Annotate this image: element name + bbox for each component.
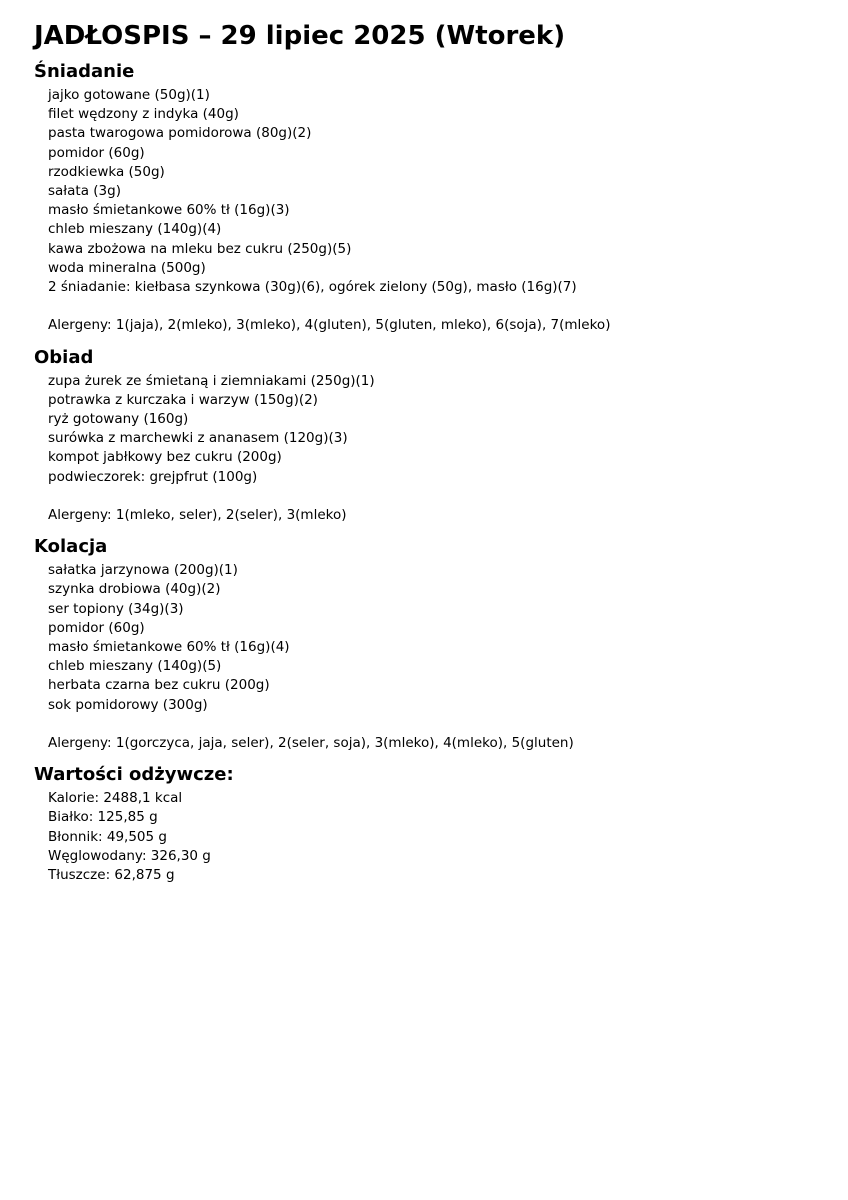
list-item: pasta twarogowa pomidorowa (80g)(2) (48, 125, 312, 142)
list-item: filet wędzony z indyka (40g) (48, 106, 239, 123)
list-item: potrawka z kurczaka i warzyw (150g)(2) (48, 391, 318, 408)
nutrition-fat: Tłuszcze: 62,875 g (48, 867, 175, 884)
list-item: sok pomidorowy (300g) (48, 696, 208, 713)
list-item: chleb mieszany (140g)(4) (48, 221, 222, 238)
list-item: pomidor (60g) (48, 619, 145, 636)
nutrition-protein: Białko: 125,85 g (48, 809, 158, 826)
section-heading-dinner: Kolacja (34, 536, 108, 558)
dinner-item-list (34, 561, 824, 715)
menu-document (34, 20, 824, 895)
list-item: masło śmietankowe 60% tł (16g)(3) (48, 202, 290, 219)
meal-section-lunch (34, 346, 824, 526)
list-item: ser topiony (34g)(3) (48, 600, 184, 617)
list-item: rzodkiewka (50g) (48, 163, 165, 180)
list-item: sałata (3g) (48, 183, 121, 200)
list-item: surówka z marchewki z ananasem (120g)(3) (48, 430, 348, 447)
nutrition-carbohydrates: Węglowodany: 326,30 g (48, 847, 211, 864)
list-item: zupa żurek ze śmietaną i ziemniakami (250g)(1) (48, 372, 375, 389)
section-heading-breakfast: Śniadanie (34, 61, 135, 82)
list-item: masło śmietankowe 60% tł (16g)(4) (48, 639, 290, 656)
list-item: pomidor (60g) (48, 144, 145, 161)
meal-section-breakfast (34, 60, 824, 336)
list-item: kawa zbożowa na mleku bez cukru (250g)(5) (48, 240, 352, 257)
list-item: herbata czarna bez cukru (200g) (48, 677, 270, 694)
allergens-breakfast: Alergeny: 1(jaja), 2(mleko), 3(mleko), 4(gluten), 5(gluten, mleko), 6(soja), 7(mleko) (48, 317, 611, 334)
lunch-item-list (34, 372, 824, 487)
section-heading-nutrition: Wartości odżywcze: (34, 764, 234, 786)
page-title: JADŁOSPIS – 29 lipiec 2025 (Wtorek) (34, 21, 566, 51)
section-heading-lunch: Obiad (34, 346, 94, 368)
meal-section-dinner (34, 535, 824, 753)
list-item: szynka drobiowa (40g)(2) (48, 581, 221, 598)
list-item: 2 śniadanie: kiełbasa szynkowa (30g)(6), ogórek zielony (50g), masło (16g)(7) (48, 279, 577, 296)
breakfast-item-list (34, 86, 824, 297)
nutrition-fiber: Błonnik: 49,505 g (48, 828, 167, 845)
allergens-lunch: Alergeny: 1(mleko, seler), 2(seler), 3(mleko) (48, 507, 347, 524)
list-item: chleb mieszany (140g)(5) (48, 658, 222, 675)
allergens-dinner: Alergeny: 1(gorczyca, jaja, seler), 2(seler, soja), 3(mleko), 4(mleko), 5(gluten) (48, 735, 574, 752)
list-item: sałatka jarzynowa (200g)(1) (48, 562, 238, 579)
list-item: jajko gotowane (50g)(1) (48, 87, 210, 103)
list-item: podwieczorek: grejpfrut (100g) (48, 468, 258, 485)
nutrition-calories: Kalorie: 2488,1 kcal (48, 790, 183, 807)
list-item: ryż gotowany (160g) (48, 411, 189, 428)
list-item: kompot jabłkowy bez cukru (200g) (48, 449, 282, 466)
nutrition-section (34, 763, 824, 885)
nutrition-list (34, 789, 824, 885)
list-item: woda mineralna (500g) (48, 259, 206, 276)
